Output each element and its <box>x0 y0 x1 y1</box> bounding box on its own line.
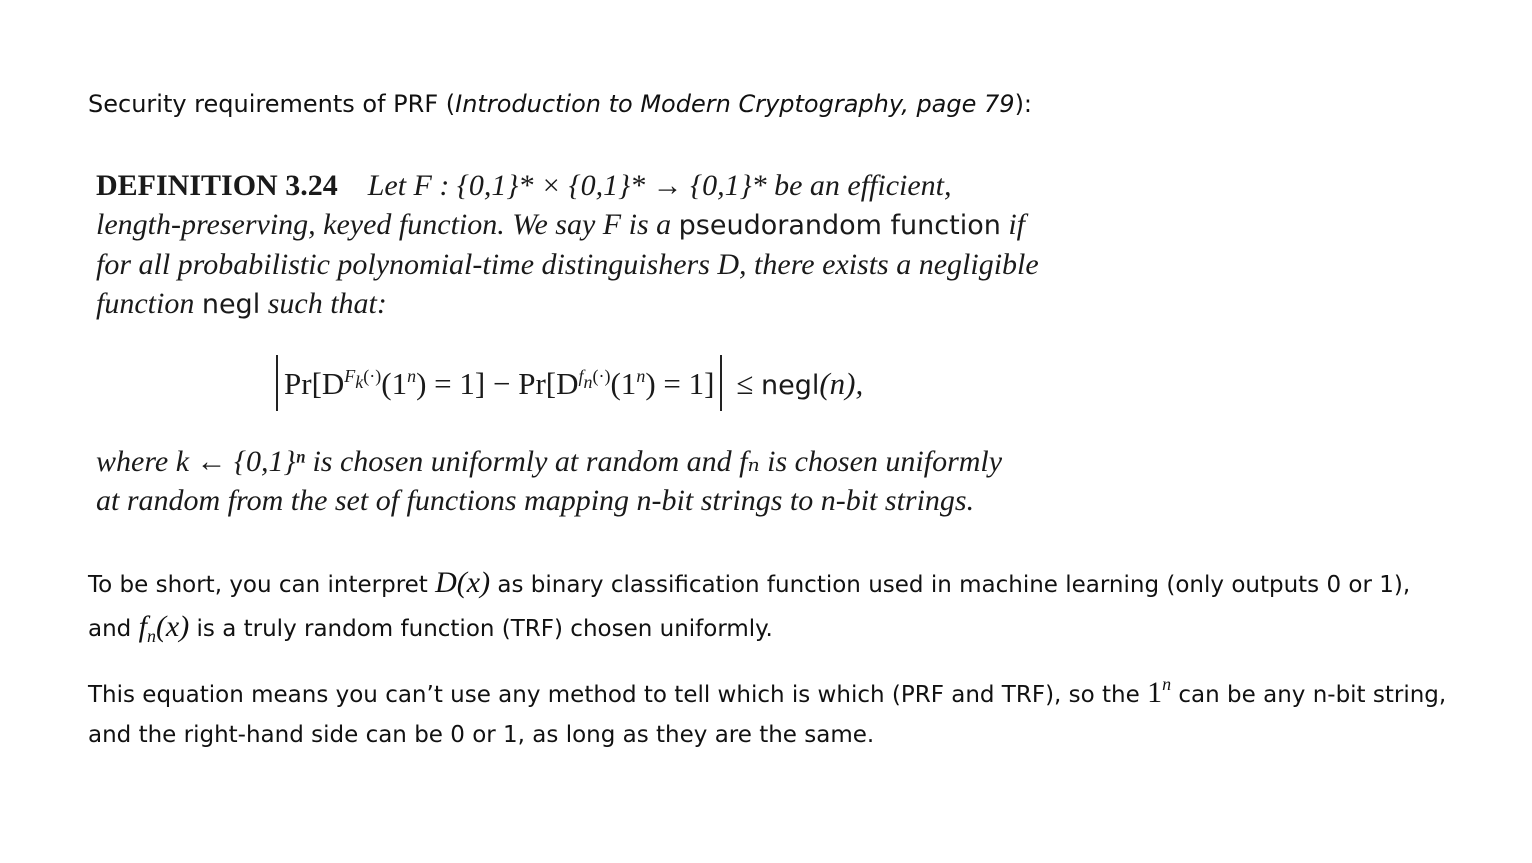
formula-exp-n-right: n <box>636 366 646 386</box>
math-one-power-n: 1$^n$ <box>1147 674 1172 709</box>
formula-middle: ) = 1] − Pr[D <box>416 366 579 401</box>
formula-negl: negl <box>760 370 820 401</box>
definition-line-4 <box>96 284 1196 324</box>
definition-term: pseudorandom function <box>678 210 1001 241</box>
definition-label: DEFINITION 3.24 <box>96 169 338 202</box>
definition-line-3 <box>96 245 1196 284</box>
definition-block <box>96 166 1196 324</box>
where-line-2: at random from the set of functions mapping n-bit strings to n-bit strings. <box>96 484 975 517</box>
abs-bar-left <box>276 355 278 411</box>
formula-leq: ≤ <box>736 366 754 401</box>
intro-line <box>88 90 1032 118</box>
where-clause <box>96 442 1002 520</box>
definition-line-4-start: function <box>96 287 195 320</box>
math-f-n: $f_n(x)$ <box>138 610 190 646</box>
definition-line-4-end: such that: <box>267 287 387 320</box>
math-d-of-x: D(x) <box>435 566 491 599</box>
definition-line-1-text: Let F : {0,1}* × {0,1}* → {0,1}* be an efficient, <box>367 169 952 202</box>
where-line-1: where k ← {0,1}ⁿ is chosen uniformly at random and fₙ is chosen uniformly <box>96 445 1003 478</box>
definition-line-2-end: if <box>1008 208 1025 241</box>
intro-prefix: Security requirements of PRF ( <box>88 90 456 118</box>
formula-negl-arg: (n), <box>819 366 864 401</box>
definition-line-2 <box>96 205 1196 245</box>
security-formula: $Pr[D^{F_k(\cdot)}(1^n) = 1] - Pr[D^{f_n(\cdot)}(1^n) = 1]$ ≤ negl(n), <box>270 355 863 411</box>
formula-left-term: Pr[D <box>284 366 345 401</box>
explanation-paragraph-1: To be short, you can interpret D(x) as binary classification function used in machine learning (only outputs 0 or 1), and $f_n(x)$ is a truly random function (TRF) chosen uniformly. <box>88 566 1411 646</box>
definition-line-2-text: length-preserving, keyed function. We say F is a <box>96 208 672 241</box>
intro-suffix: ): <box>1014 90 1033 118</box>
definition-line-1 <box>96 166 1196 205</box>
explanation-paragraph-2: This equation means you can’t use any method to tell which is which (PRF and TRF), so the 1$^n$ can be any n-bit string, and the right-hand side can be 0 or 1, as long as they are the same. <box>88 674 1447 748</box>
formula-right-close: ) = 1] <box>645 366 715 401</box>
definition-line-3-text: for all probabilistic polynomial-time distinguishers D, there exists a negligible <box>96 248 1039 281</box>
book-reference: Introduction to Modern Cryptography, page 79 <box>455 90 1015 118</box>
definition-negl: negl <box>201 289 261 320</box>
abs-bar-right <box>720 355 722 411</box>
